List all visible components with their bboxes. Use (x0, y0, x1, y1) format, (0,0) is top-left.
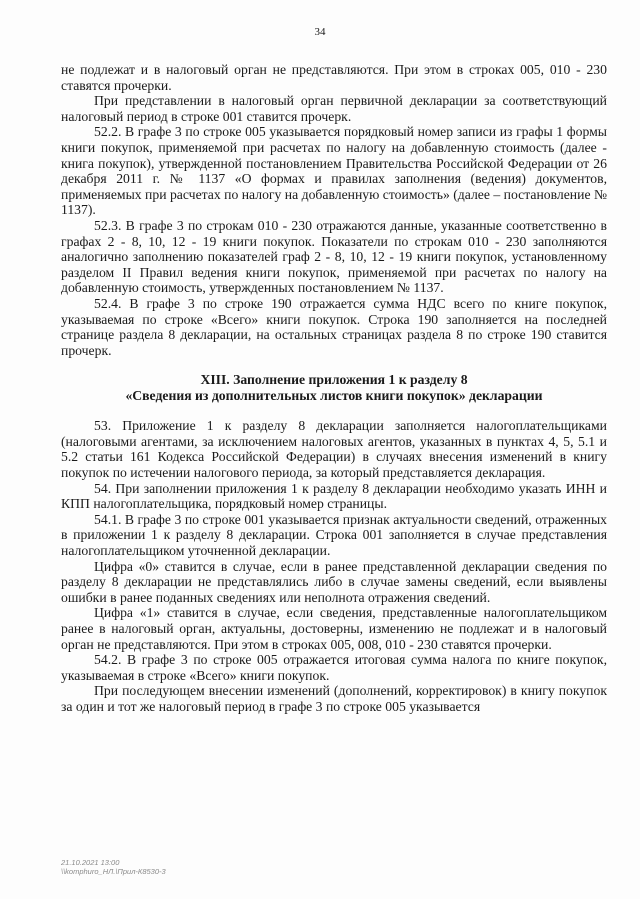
section-heading-line1: XIII. Заполнение приложения 1 к разделу 8 (200, 372, 468, 388)
paragraph: 54.2. В графе 3 по строке 005 отражается итоговая сумма налога по книге покупок, указываемая в строке «Всего» книги покупок. (61, 652, 607, 683)
paragraph: не подлежат и в налоговый орган не представляются. При этом в строках 005, 010 - 230 ставятся прочерки. (61, 62, 607, 93)
paragraph: 52.2. В графе 3 по строке 005 указывается порядковый номер записи из графы 1 формы книги покупок, применяемой при расчетах по налогу на добавленную стоимость (далее - книга покупок), утвержденной постановлением Правительства Российской Федерации от 26 декабря 2011 г. № 1137 «О формах и правилах заполнения (ведения) документов, применяемых при расчетах по налогу на добавленную стоимость» (далее – постановление № 1137). (61, 124, 608, 218)
paragraphs-before (61, 62, 607, 358)
document-body (61, 62, 607, 715)
paragraphs-after (61, 418, 607, 714)
footer-filepath: \\komphuro_НЛ.\Прил-К8530-3 (61, 867, 166, 876)
paragraph: Цифра «1» ставится в случае, если сведения, представленные налогоплательщиком ранее в налоговый орган, актуальны, достоверны, изменению не подлежат и в налоговый орган не представляются. При этом в строках 005, 008, 010 - 230 ставятся прочерки. (61, 605, 607, 652)
paragraph: При последующем внесении изменений (дополнений, корректировок) в книгу покупок за один и тот же налоговый период в графе 3 по строке 005 указывается (61, 683, 607, 714)
paragraph: Цифра «0» ставится в случае, если в ранее представленной декларации сведения по разделу 8 декларации не представлялись либо в случае замены сведений, если выявлены ошибки в ранее поданных сведениях или неполнота отражения сведений. (61, 558, 607, 605)
paragraph: При представлении в налоговый орган первичной декларации за соответствующий налоговый период в строке 001 ставится прочерк. (61, 93, 607, 124)
paragraph: 53. Приложение 1 к разделу 8 декларации заполняется налогоплательщиками (налоговыми агентами, за исключением налоговых агентов, указанных в пунктах 4, 5, 5.1 и 5.2 статьи 161 Кодекса Российской Федерации) в случаях внесения изменений в книгу покупок по истечении налогового периода, за который представляется декларация. (61, 418, 607, 481)
paragraph: 54. При заполнении приложения 1 к разделу 8 декларации необходимо указать ИНН и КПП налогоплательщика, порядковый номер страницы. (61, 480, 607, 512)
section-heading (61, 372, 607, 404)
page-number: 34 (314, 26, 326, 38)
paragraph: 52.4. В графе 3 по строке 190 отражается сумма НДС всего по книге покупок, указываемая по строке «Всего» книги покупок. Строка 190 заполняется на последней странице раздела 8 декларации, на остальных страницах раздела 8 по строке 190 ставится прочерк. (61, 295, 607, 358)
footer-timestamp: 21.10.2021 13:00 (61, 858, 120, 867)
paragraph: 52.3. В графе 3 по строкам 010 - 230 отражаются данные, указанные соответственно в графах 2 - 8, 10, 12 - 19 книги покупок. Показатели по строкам 010 - 230 заполняются аналогично заполнению показателей граф 2 - 8, 10, 12 - 19 книги покупок, установленному разделом II Правил ведения книги покупок, применяемой при расчетах по налогу на добавленную стоимость, утвержденных постановлением № 1137. (61, 217, 607, 296)
section-heading-line2: «Сведения из дополнительных листов книги покупок» декларации (125, 388, 543, 404)
paragraph: 54.1. В графе 3 по строке 001 указывается признак актуальности сведений, отраженных в приложении 1 к разделу 8 декларации. Строка 001 заполняется в случае представления налогоплательщиком уточненной декларации. (61, 511, 607, 559)
footer (61, 858, 166, 876)
